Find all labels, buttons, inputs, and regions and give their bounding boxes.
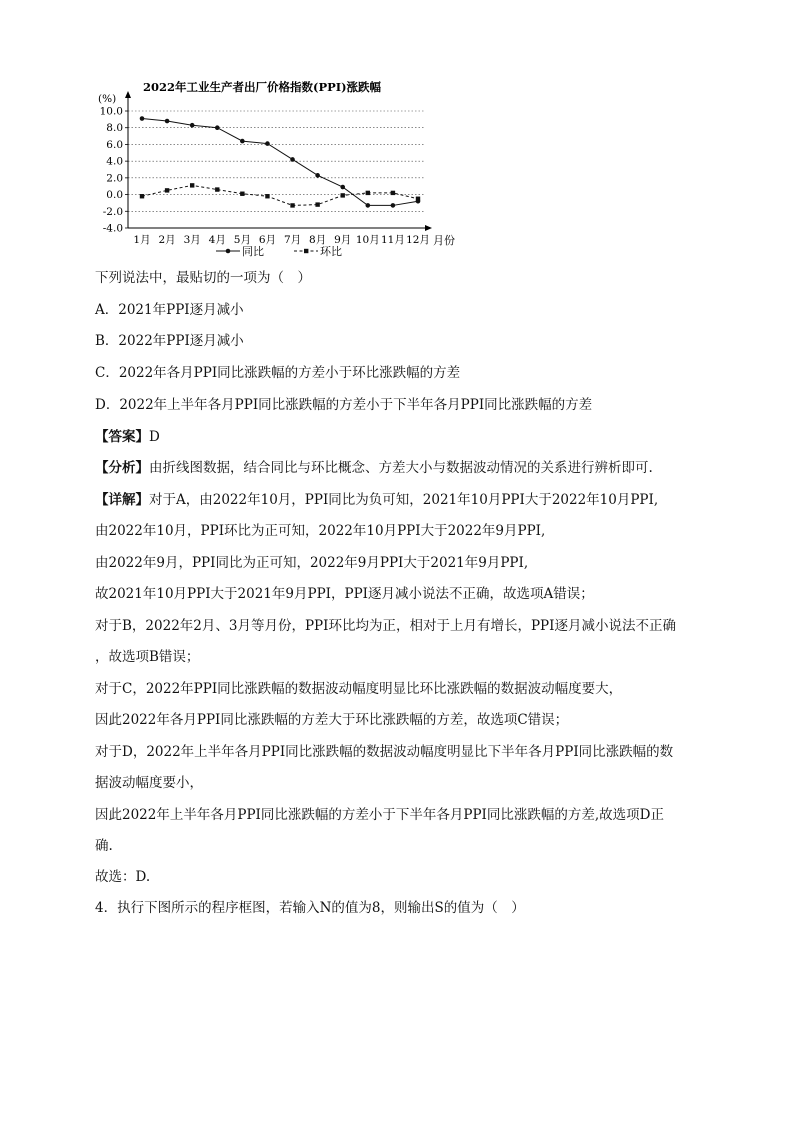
option-a: A．2021年PPI逐月减小 bbox=[95, 302, 244, 318]
x-ticks bbox=[133, 234, 430, 246]
data-point bbox=[190, 123, 195, 128]
x-axis-label: 月份 bbox=[433, 234, 455, 247]
legend-marker bbox=[304, 249, 308, 253]
y-tick-label: 10.0 bbox=[99, 105, 123, 118]
grid bbox=[128, 111, 425, 211]
answer-tag: 【答案】 bbox=[95, 429, 149, 445]
series-line-tongbi bbox=[142, 119, 418, 206]
analysis-text: 由折线图数据，结合同比与环比概念、方差大小与数据波动情况的关系进行辨析即可. bbox=[149, 460, 653, 476]
detail-line bbox=[95, 490, 658, 510]
chart-svg bbox=[88, 78, 468, 268]
detail-line: 故2021年10月PPI大于2021年9月PPI，PPI逐月减小说法不正确，故选项A错误； bbox=[95, 586, 594, 602]
analysis-line bbox=[95, 458, 653, 478]
x-tick-label: 4月 bbox=[208, 234, 226, 246]
data-point bbox=[265, 194, 269, 198]
x-tick-label: 7月 bbox=[283, 234, 302, 246]
x-axis-arrow bbox=[425, 225, 432, 231]
detail-line: 因此2022年上半年各月PPI同比涨跌幅的方差小于下半年各月PPI同比涨跌幅的方差,故选项D正 bbox=[95, 807, 664, 823]
data-point bbox=[391, 191, 395, 195]
y-tick-label: 8.0 bbox=[106, 122, 123, 135]
y-tick-label: -2.0 bbox=[102, 205, 123, 218]
x-tick-label: 10月 bbox=[355, 234, 380, 246]
y-tick-label: 2.0 bbox=[106, 172, 123, 185]
data-point bbox=[165, 188, 169, 192]
ppi-chart bbox=[88, 78, 468, 268]
chart-title: 2022年工业生产者出厂价格指数(PPI)涨跌幅 bbox=[143, 80, 382, 94]
detail-line: 对于D，2022年上半年各月PPI同比涨跌幅的数据波动幅度明显比下半年各月PPI同比涨跌幅的数 bbox=[95, 744, 674, 760]
legend-marker bbox=[226, 249, 231, 254]
answer-text: D bbox=[149, 429, 160, 445]
y-axis-arrow bbox=[125, 91, 131, 98]
x-tick-label: 8月 bbox=[309, 234, 327, 246]
option-b: B．2022年PPI逐月减小 bbox=[95, 333, 244, 349]
x-tick-label: 11月 bbox=[380, 234, 405, 246]
data-point bbox=[315, 202, 319, 206]
legend bbox=[216, 244, 342, 258]
data-point bbox=[240, 192, 244, 196]
x-tick-label: 9月 bbox=[334, 234, 352, 246]
detail-line: 由2022年9月，PPI同比为正可知，2022年9月PPI大于2021年9月PPI, bbox=[95, 555, 529, 571]
x-tick-label: 2月 bbox=[158, 234, 176, 246]
data-point bbox=[290, 203, 294, 207]
option-c: C．2022年各月PPI同比涨跌幅的方差小于环比涨跌幅的方差 bbox=[95, 365, 461, 381]
detail-first: 对于A，由2022年10月，PPI同比为负可知，2021年10月PPI大于2022年10月PPI, bbox=[149, 492, 659, 508]
detail-line: 对于B，2022年2月、3月等月份，PPI环比均为正，相对于上月有增长，PPI逐月减小说法不正确 bbox=[95, 618, 676, 634]
data-point bbox=[140, 116, 145, 121]
y-tick-label: -4.0 bbox=[102, 222, 123, 235]
data-point bbox=[190, 183, 194, 187]
x-tick-label: 6月 bbox=[258, 234, 277, 246]
series-group bbox=[140, 116, 421, 208]
x-tick-label: 3月 bbox=[183, 234, 201, 246]
y-axis-label: (%) bbox=[98, 93, 117, 105]
detail-line: 据波动幅度要小， bbox=[95, 775, 203, 791]
data-point bbox=[290, 157, 295, 162]
analysis-tag: 【分析】 bbox=[95, 460, 149, 476]
data-point bbox=[165, 119, 170, 124]
series-line-huanbi bbox=[142, 185, 418, 205]
question-stem: 下列说法中，最贴切的一项为（ ） bbox=[95, 270, 311, 286]
x-tick-label: 12月 bbox=[406, 234, 430, 246]
detail-tag: 【详解】 bbox=[95, 492, 149, 508]
x-tick-label: 1月 bbox=[133, 234, 151, 246]
data-point bbox=[366, 203, 371, 208]
legend-label: 环比 bbox=[320, 245, 342, 258]
data-point bbox=[215, 187, 219, 191]
data-point bbox=[416, 197, 420, 201]
x-tick-label: 5月 bbox=[233, 234, 251, 246]
y-ticks bbox=[100, 106, 128, 235]
data-point bbox=[140, 194, 144, 198]
detail-line: ，故选项B错误； bbox=[95, 649, 200, 665]
detail-line: 由2022年10月，PPI环比为正可知，2022年10月PPI大于2022年9月PPI, bbox=[95, 523, 546, 539]
data-point bbox=[340, 185, 345, 190]
legend-label: 同比 bbox=[242, 245, 264, 258]
detail-line: 因此2022年各月PPI同比涨跌幅的方差大于环比涨跌幅的方差，故选项C错误； bbox=[95, 712, 569, 728]
data-point bbox=[240, 139, 245, 144]
data-point bbox=[366, 191, 370, 195]
detail-line: 故选：D. bbox=[95, 869, 151, 885]
data-point bbox=[391, 203, 396, 208]
data-point bbox=[315, 173, 320, 178]
next-question: 4．执行下图所示的程序框图，若输入N的值为8，则输出S的值为（ ） bbox=[95, 900, 525, 916]
option-d: D．2022年上半年各月PPI同比涨跌幅的方差小于下半年各月PPI同比涨跌幅的方差 bbox=[95, 397, 593, 413]
detail-line: 对于C，2022年PPI同比涨跌幅的数据波动幅度明显比环比涨跌幅的数据波动幅度要大， bbox=[95, 681, 623, 697]
y-tick-label: 0.0 bbox=[106, 189, 123, 202]
data-point bbox=[215, 125, 220, 130]
data-point bbox=[265, 141, 270, 146]
data-point bbox=[341, 193, 345, 197]
y-tick-label: 6.0 bbox=[106, 138, 123, 151]
y-tick-label: 4.0 bbox=[106, 155, 123, 168]
detail-line: 确. bbox=[95, 838, 113, 854]
answer-line bbox=[95, 427, 160, 447]
